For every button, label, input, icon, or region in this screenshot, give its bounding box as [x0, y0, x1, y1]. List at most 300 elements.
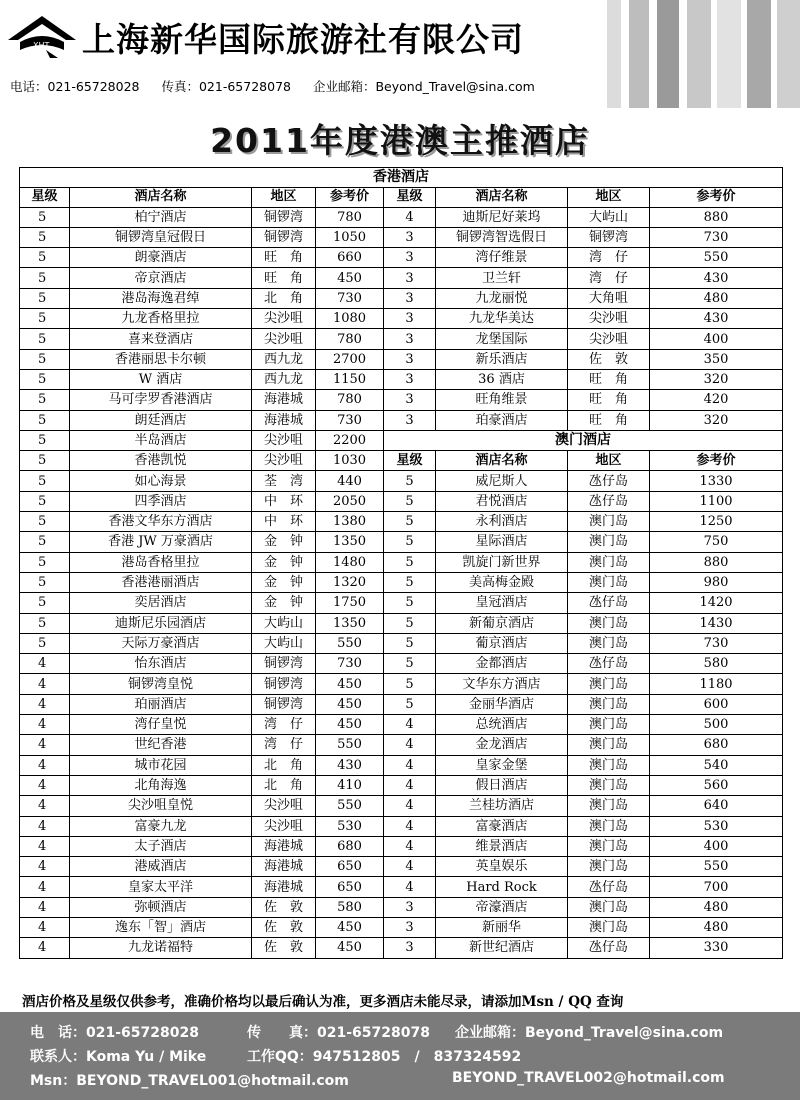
star-cell: 5 — [20, 309, 70, 329]
hotel-name-cell: 铜锣湾皇冠假日 — [70, 227, 252, 247]
table-row — [384, 268, 783, 288]
hotel-name-cell: 卫兰轩 — [436, 268, 568, 288]
table-row — [384, 633, 783, 653]
hk-macau-hotel-table — [383, 167, 783, 959]
table-row — [384, 897, 783, 917]
star-cell: 4 — [384, 735, 436, 755]
table-row — [20, 227, 384, 247]
table-row — [20, 248, 384, 268]
hotel-name-cell: 文华东方酒店 — [436, 674, 568, 694]
area-cell: 澳门岛 — [568, 613, 650, 633]
star-cell: 5 — [20, 410, 70, 430]
price-cell: 450 — [316, 938, 384, 958]
star-cell: 3 — [384, 410, 436, 430]
area-cell: 旺 角 — [568, 369, 650, 389]
table-row — [20, 532, 384, 552]
price-cell: 640 — [650, 796, 783, 816]
table-row — [20, 816, 384, 836]
price-cell: 530 — [650, 816, 783, 836]
area-cell: 尖沙咀 — [252, 430, 316, 450]
area-cell: 氹仔岛 — [568, 471, 650, 491]
hotel-name-cell: 怡东酒店 — [70, 654, 252, 674]
hotel-name-cell: 九龙香格里拉 — [70, 309, 252, 329]
hotel-name-cell: 威尼斯人 — [436, 471, 568, 491]
star-cell: 5 — [20, 613, 70, 633]
area-cell: 澳门岛 — [568, 816, 650, 836]
hotel-name-cell: 朗豪酒店 — [70, 248, 252, 268]
hotel-name-cell: 皇家太平洋 — [70, 877, 252, 897]
area-cell: 尖沙咀 — [252, 451, 316, 471]
star-cell: 3 — [384, 917, 436, 937]
area-cell: 中 环 — [252, 491, 316, 511]
table-row — [384, 369, 783, 389]
area-cell: 氹仔岛 — [568, 877, 650, 897]
star-cell: 4 — [20, 877, 70, 897]
price-cell: 320 — [650, 369, 783, 389]
area-cell: 尖沙咀 — [252, 309, 316, 329]
area-cell: 湾 仔 — [252, 715, 316, 735]
hotel-name-cell: 金丽华酒店 — [436, 694, 568, 714]
price-cell: 650 — [316, 857, 384, 877]
price-cell: 1150 — [316, 369, 384, 389]
hotel-name-cell: 新世纪酒店 — [436, 938, 568, 958]
star-cell: 4 — [20, 674, 70, 694]
table-row — [384, 877, 783, 897]
star-cell: 3 — [384, 288, 436, 308]
area-cell: 澳门岛 — [568, 572, 650, 592]
star-cell: 5 — [20, 248, 70, 268]
star-cell: 5 — [20, 329, 70, 349]
star-cell: 5 — [20, 593, 70, 613]
star-cell: 5 — [20, 349, 70, 369]
logo-text: XHT — [33, 41, 50, 50]
star-cell: 5 — [20, 451, 70, 471]
footer-qq: 工作QQ：947512805 / 837324592 — [247, 1049, 522, 1065]
area-cell: 铜锣湾 — [252, 207, 316, 227]
hotel-name-cell: 奕居酒店 — [70, 593, 252, 613]
footer-contact: 联系人：Koma Yu / Mike — [30, 1049, 207, 1065]
price-cell: 550 — [650, 248, 783, 268]
hotel-name-cell: 马可孛罗香港酒店 — [70, 390, 252, 410]
table-row — [20, 877, 384, 897]
star-cell: 4 — [384, 877, 436, 897]
hotel-name-cell: 香港港丽酒店 — [70, 572, 252, 592]
table-row — [384, 694, 783, 714]
table-row — [384, 613, 783, 633]
footer-fax: 传 真：021-65728078 — [247, 1025, 430, 1041]
hotel-name-cell: 富豪酒店 — [436, 816, 568, 836]
price-cell: 550 — [316, 735, 384, 755]
hotel-name-cell: 维景酒店 — [436, 836, 568, 856]
area-cell: 大屿山 — [252, 613, 316, 633]
star-cell: 5 — [20, 552, 70, 572]
star-cell: 5 — [20, 430, 70, 450]
star-cell: 4 — [384, 715, 436, 735]
footer-msn-2: BEYOND_TRAVEL002@hotmail.com — [452, 1070, 725, 1086]
price-cell: 1050 — [316, 227, 384, 247]
star-cell: 4 — [384, 836, 436, 856]
table-row — [20, 755, 384, 775]
price-cell: 530 — [316, 816, 384, 836]
price-cell: 540 — [650, 755, 783, 775]
hotel-name-cell: 美高梅金殿 — [436, 572, 568, 592]
hotel-name-cell: 假日酒店 — [436, 775, 568, 795]
price-cell: 730 — [650, 633, 783, 653]
price-cell: 350 — [650, 349, 783, 369]
star-cell: 4 — [20, 917, 70, 937]
star-cell: 5 — [20, 288, 70, 308]
price-cell: 400 — [650, 329, 783, 349]
table-row — [384, 836, 783, 856]
table-row — [20, 654, 384, 674]
table-header-row — [384, 451, 783, 471]
area-cell: 海港城 — [252, 877, 316, 897]
area-cell: 海港城 — [252, 857, 316, 877]
table-row — [20, 593, 384, 613]
price-cell: 550 — [316, 633, 384, 653]
star-cell: 4 — [20, 857, 70, 877]
star-cell: 4 — [20, 775, 70, 795]
hotel-name-cell: 新乐酒店 — [436, 349, 568, 369]
hotel-name-cell: 朗廷酒店 — [70, 410, 252, 430]
price-cell: 430 — [650, 268, 783, 288]
table-row — [384, 654, 783, 674]
star-cell: 5 — [384, 552, 436, 572]
table-row — [20, 674, 384, 694]
price-cell: 500 — [650, 715, 783, 735]
table-row — [384, 390, 783, 410]
area-cell: 铜锣湾 — [252, 227, 316, 247]
price-cell: 880 — [650, 207, 783, 227]
hotel-name-cell: 英皇娱乐 — [436, 857, 568, 877]
price-cell: 550 — [316, 796, 384, 816]
table-header-row — [20, 187, 384, 207]
price-cell: 560 — [650, 775, 783, 795]
price-cell: 780 — [316, 329, 384, 349]
area-cell: 旺 角 — [568, 410, 650, 430]
star-cell: 3 — [384, 329, 436, 349]
area-cell: 金 钟 — [252, 572, 316, 592]
price-cell: 730 — [650, 227, 783, 247]
hotel-name-cell: 香港凯悦 — [70, 451, 252, 471]
table-row — [20, 694, 384, 714]
price-cell: 680 — [650, 735, 783, 755]
star-cell: 5 — [384, 471, 436, 491]
area-cell: 北 角 — [252, 775, 316, 795]
hotel-name-cell: 君悦酒店 — [436, 491, 568, 511]
price-cell: 650 — [316, 877, 384, 897]
price-cell: 参考价 — [650, 451, 783, 471]
table-row — [20, 857, 384, 877]
table-row — [384, 288, 783, 308]
table-row — [384, 816, 783, 836]
price-cell: 420 — [650, 390, 783, 410]
hotel-name-cell: 36 酒店 — [436, 369, 568, 389]
table-row — [384, 512, 783, 532]
price-cell: 1420 — [650, 593, 783, 613]
price-cell: 430 — [650, 309, 783, 329]
price-cell: 480 — [650, 897, 783, 917]
table-row — [20, 775, 384, 795]
table-row — [384, 917, 783, 937]
price-cell: 1430 — [650, 613, 783, 633]
area-cell: 尖沙咀 — [568, 329, 650, 349]
table-row — [384, 755, 783, 775]
area-cell: 大屿山 — [568, 207, 650, 227]
table-row — [20, 938, 384, 958]
hotel-name-cell: 珀丽酒店 — [70, 694, 252, 714]
hotel-name-cell: 皇家金堡 — [436, 755, 568, 775]
star-cell: 5 — [20, 268, 70, 288]
company-logo — [6, 10, 78, 60]
hotel-name-cell: 香港文华东方酒店 — [70, 512, 252, 532]
company-name: 上海新华国际旅游社有限公司 — [82, 20, 524, 59]
table-row — [20, 715, 384, 735]
hotel-name-cell: 迪斯尼好莱坞 — [436, 207, 568, 227]
table-row — [384, 735, 783, 755]
price-cell: 1250 — [650, 512, 783, 532]
table-row — [20, 796, 384, 816]
hotel-name-cell: 香港 JW 万豪酒店 — [70, 532, 252, 552]
area-cell: 氹仔岛 — [568, 938, 650, 958]
price-cell: 480 — [650, 288, 783, 308]
table-row — [20, 410, 384, 430]
star-cell: 5 — [20, 491, 70, 511]
area-cell: 海港城 — [252, 410, 316, 430]
star-cell: 4 — [20, 715, 70, 735]
star-cell: 5 — [20, 572, 70, 592]
table-row — [384, 572, 783, 592]
table-row — [20, 897, 384, 917]
star-cell: 4 — [20, 938, 70, 958]
area-cell: 澳门岛 — [568, 796, 650, 816]
star-cell: 4 — [20, 654, 70, 674]
table-row — [20, 309, 384, 329]
price-cell: 600 — [650, 694, 783, 714]
price-cell: 1180 — [650, 674, 783, 694]
price-cell: 730 — [316, 410, 384, 430]
hotel-name-cell: Hard Rock — [436, 877, 568, 897]
area-cell: 铜锣湾 — [252, 674, 316, 694]
star-cell: 3 — [384, 369, 436, 389]
contact-line — [10, 77, 553, 95]
star-cell: 星级 — [20, 187, 70, 207]
hotel-name-cell: 湾仔维景 — [436, 248, 568, 268]
area-cell: 尖沙咀 — [568, 309, 650, 329]
hotel-name-cell: 弥顿酒店 — [70, 897, 252, 917]
star-cell: 5 — [384, 633, 436, 653]
hotel-name-cell: 如心海景 — [70, 471, 252, 491]
area-cell: 氹仔岛 — [568, 654, 650, 674]
hotel-name-cell: 永利酒店 — [436, 512, 568, 532]
area-cell: 氹仔岛 — [568, 491, 650, 511]
area-cell: 澳门岛 — [568, 857, 650, 877]
table-row — [384, 938, 783, 958]
price-cell: 1380 — [316, 512, 384, 532]
table-row — [20, 288, 384, 308]
price-cell: 980 — [650, 572, 783, 592]
area-cell: 金 钟 — [252, 532, 316, 552]
hotel-name-cell: 港威酒店 — [70, 857, 252, 877]
hotel-name-cell: 九龙华美达 — [436, 309, 568, 329]
price-cell: 580 — [650, 654, 783, 674]
price-note: 酒店价格及星级仅供参考，准确价格均以最后确认为准，更多酒店未能尽录，请添加Msn / QQ 查询 — [22, 994, 624, 1010]
area-cell: 地区 — [252, 187, 316, 207]
hotel-name-cell: 铜锣湾皇悦 — [70, 674, 252, 694]
price-cell: 1330 — [650, 471, 783, 491]
price-cell: 450 — [316, 715, 384, 735]
price-cell: 1030 — [316, 451, 384, 471]
hotel-name-cell: 旺角维景 — [436, 390, 568, 410]
table-row — [384, 715, 783, 735]
hotel-name-cell: 迪斯尼乐园酒店 — [70, 613, 252, 633]
area-cell: 西九龙 — [252, 349, 316, 369]
hotel-name-cell: 帝濠酒店 — [436, 897, 568, 917]
star-cell: 3 — [384, 268, 436, 288]
star-cell: 4 — [20, 755, 70, 775]
price-cell: 750 — [650, 532, 783, 552]
area-cell: 尖沙咀 — [252, 329, 316, 349]
price-cell: 2050 — [316, 491, 384, 511]
hotel-name-cell: 世纪香港 — [70, 735, 252, 755]
price-cell: 1480 — [316, 552, 384, 572]
table-row — [384, 248, 783, 268]
star-cell: 3 — [384, 248, 436, 268]
table-row — [384, 410, 783, 430]
area-cell: 海港城 — [252, 390, 316, 410]
price-cell: 550 — [650, 857, 783, 877]
table-row — [20, 552, 384, 572]
price-cell: 880 — [650, 552, 783, 572]
hotel-name-cell: 金龙酒店 — [436, 735, 568, 755]
area-cell: 佐 敦 — [252, 917, 316, 937]
header-phone: 电话：021-65728028 — [10, 79, 140, 94]
area-cell: 澳门岛 — [568, 897, 650, 917]
star-cell: 4 — [384, 755, 436, 775]
hotel-name-cell: 天际万豪酒店 — [70, 633, 252, 653]
hotel-name-cell: 喜来登酒店 — [70, 329, 252, 349]
hotel-name-cell: 新葡京酒店 — [436, 613, 568, 633]
hotel-name-cell: 金都酒店 — [436, 654, 568, 674]
table-row — [20, 349, 384, 369]
hk-table-title: 香港酒店 — [373, 169, 429, 185]
area-cell: 大屿山 — [252, 633, 316, 653]
table-row — [384, 329, 783, 349]
area-cell: 西九龙 — [252, 369, 316, 389]
hotel-name-cell: 湾仔皇悦 — [70, 715, 252, 735]
area-cell: 湾 仔 — [252, 735, 316, 755]
header-email: 企业邮箱：Beyond_Travel@sina.com — [312, 79, 535, 94]
star-cell: 星级 — [384, 451, 436, 471]
price-cell: 440 — [316, 471, 384, 491]
price-cell: 450 — [316, 674, 384, 694]
price-cell: 780 — [316, 207, 384, 227]
area-cell: 澳门岛 — [568, 512, 650, 532]
hotel-name-cell: 帝京酒店 — [70, 268, 252, 288]
price-cell: 2200 — [316, 430, 384, 450]
star-cell: 3 — [384, 938, 436, 958]
table-row — [384, 674, 783, 694]
area-cell: 澳门岛 — [568, 836, 650, 856]
star-cell: 5 — [384, 654, 436, 674]
area-cell: 澳门岛 — [568, 755, 650, 775]
hotel-name-cell: 港岛海逸君绰 — [70, 288, 252, 308]
hotel-name-cell: 凯旋门新世界 — [436, 552, 568, 572]
price-cell: 700 — [650, 877, 783, 897]
hotel-name-cell: 逸东「智」酒店 — [70, 917, 252, 937]
star-cell: 5 — [20, 471, 70, 491]
star-cell: 4 — [384, 816, 436, 836]
area-cell: 大角咀 — [568, 288, 650, 308]
hotel-name-cell: 九龙丽悦 — [436, 288, 568, 308]
star-cell: 4 — [20, 816, 70, 836]
star-cell: 5 — [20, 390, 70, 410]
table-row — [384, 207, 783, 227]
price-cell: 780 — [316, 390, 384, 410]
table-row — [20, 207, 384, 227]
price-cell: 660 — [316, 248, 384, 268]
table-row — [20, 329, 384, 349]
star-cell: 5 — [384, 593, 436, 613]
area-cell: 澳门岛 — [568, 735, 650, 755]
hotel-name-cell: 酒店名称 — [436, 187, 568, 207]
table-row — [384, 532, 783, 552]
area-cell: 澳门岛 — [568, 552, 650, 572]
table-row — [20, 735, 384, 755]
table-row — [384, 552, 783, 572]
table-row — [20, 633, 384, 653]
table-row — [20, 613, 384, 633]
star-cell: 5 — [384, 512, 436, 532]
area-cell: 铜锣湾 — [252, 694, 316, 714]
price-cell: 1750 — [316, 593, 384, 613]
decorative-stripes — [607, 0, 800, 108]
hotel-name-cell: 铜锣湾智选假日 — [436, 227, 568, 247]
star-cell: 5 — [384, 572, 436, 592]
star-cell: 5 — [20, 512, 70, 532]
hk-table-title-bar — [19, 167, 783, 188]
hotel-name-cell: 星际酒店 — [436, 532, 568, 552]
hotel-name-cell: 酒店名称 — [70, 187, 252, 207]
price-cell: 410 — [316, 775, 384, 795]
star-cell: 4 — [384, 207, 436, 227]
hotel-name-cell: 柏宁酒店 — [70, 207, 252, 227]
table-row — [20, 268, 384, 288]
main-title: 2011年度港澳主推酒店 — [210, 121, 590, 160]
table-row — [20, 512, 384, 532]
price-cell: 1080 — [316, 309, 384, 329]
price-cell: 330 — [650, 938, 783, 958]
star-cell: 星级 — [384, 187, 436, 207]
area-cell: 澳门岛 — [568, 715, 650, 735]
footer — [0, 1012, 800, 1100]
table-row — [384, 593, 783, 613]
footer-email: 企业邮箱：Beyond_Travel@sina.com — [455, 1025, 724, 1041]
table-row — [20, 491, 384, 511]
table-row — [384, 349, 783, 369]
area-cell: 佐 敦 — [252, 938, 316, 958]
star-cell: 5 — [20, 207, 70, 227]
area-cell: 金 钟 — [252, 552, 316, 572]
hotel-name-cell: 港岛香格里拉 — [70, 552, 252, 572]
table-row — [20, 369, 384, 389]
hotel-name-cell: 半岛酒店 — [70, 430, 252, 450]
star-cell: 4 — [384, 857, 436, 877]
area-cell: 金 钟 — [252, 593, 316, 613]
price-cell: 1350 — [316, 613, 384, 633]
star-cell: 5 — [20, 633, 70, 653]
star-cell: 5 — [20, 532, 70, 552]
